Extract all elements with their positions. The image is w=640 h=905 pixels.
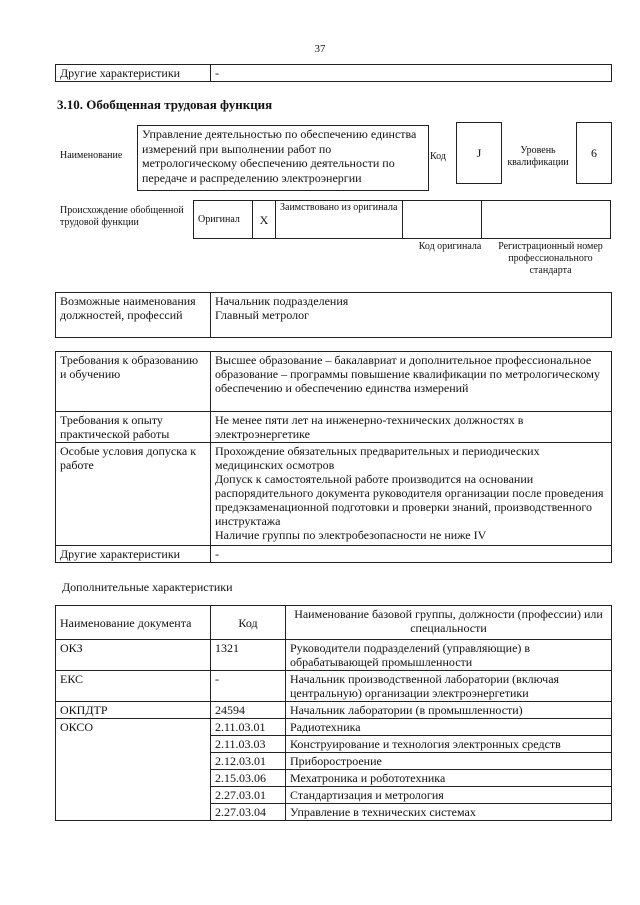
reg-number-cell	[482, 201, 611, 239]
function-name-value: Управление деятельностью по обеспечению единства измерений при выполнении работ по метрологическому обеспечению деятельности по передаче и распределению электроэнергии	[137, 125, 429, 191]
okso-doc: ОКСО	[56, 719, 211, 821]
okso-code: 2.15.03.06	[211, 770, 286, 787]
additional-title: Дополнительные характеристики	[62, 580, 233, 594]
requirements-table	[55, 351, 612, 563]
positions-values	[211, 293, 612, 338]
req-other-label: Другие характеристики	[56, 546, 211, 563]
table-row-name: Начальник лаборатории (в промышленности)	[286, 702, 612, 719]
original-mark: X	[253, 201, 276, 239]
position-item: Главный метролог	[215, 308, 309, 322]
admission-line: Наличие группы по электробезопасности не ниже IV	[215, 528, 487, 542]
table-row-code: -	[211, 671, 286, 702]
code-original-cell	[403, 201, 482, 239]
origin-label: Происхождение обобщенной трудовой функции	[60, 205, 184, 228]
origin-table	[193, 200, 611, 239]
section-title: 3.10. Обобщенная трудовая функция	[57, 97, 273, 112]
table-row-doc: ОКПДТР	[56, 702, 211, 719]
qualification-level: 6	[576, 122, 612, 184]
education-value: Высшее образование – бакалавриат и дополнительное профессиональное образование – программы повышение квалификации по метрологическому обеспечению и обеспечению единства измерений	[211, 352, 612, 412]
okso-name: Приборостроение	[286, 753, 612, 770]
okso-code: 2.11.03.03	[211, 736, 286, 753]
admission-line: Допуск к самостоятельной работе производится на основании распорядительного документа руководителя организации после проведения предэкзаменационной подготовки и проверки знаний, производственного инструктажа	[215, 472, 604, 528]
prev-other-characteristics-table	[55, 64, 612, 82]
okso-code: 2.27.03.04	[211, 804, 286, 821]
header-code: Код	[211, 606, 286, 640]
header-doc: Наименование документа	[56, 606, 211, 640]
level-label: Уровень квалификации	[507, 145, 569, 168]
function-name-label: Наименование	[60, 150, 123, 161]
table-row-code: 24594	[211, 702, 286, 719]
okso-code: 2.12.03.01	[211, 753, 286, 770]
position-item: Начальник подразделения	[215, 294, 349, 308]
table-row-doc: ЕКС	[56, 671, 211, 702]
admission-label: Особые условия допуска к работе	[56, 443, 211, 546]
additional-table	[55, 605, 612, 821]
positions-table	[55, 292, 612, 338]
okso-code: 2.27.03.01	[211, 787, 286, 804]
experience-label: Требования к опыту практической работы	[56, 412, 211, 443]
code-label: Код	[430, 151, 446, 162]
okso-name: Стандартизация и метрология	[286, 787, 612, 804]
experience-value: Не менее пяти лет на инженерно-технических должностях в электроэнергетике	[211, 412, 612, 443]
table-row-name: Руководители подразделений (управляющие) в обрабатывающей промышленности	[286, 640, 612, 671]
table-row-name: Начальник производственной лаборатории (включая центральную) организации электроэнергетики	[286, 671, 612, 702]
education-label: Требования к образованию и обучению	[56, 352, 211, 412]
positions-label: Возможные наименования должностей, профессий	[56, 293, 211, 338]
req-other-value: -	[211, 546, 612, 563]
header-name: Наименование базовой группы, должности (профессии) или специальности	[286, 606, 612, 640]
okso-name: Радиотехника	[286, 719, 612, 736]
code-original-caption: Код оригинала	[418, 241, 482, 252]
table-row-doc: ОКЗ	[56, 640, 211, 671]
okso-code: 2.11.03.01	[211, 719, 286, 736]
okso-name: Конструирование и технология электронных средств	[286, 736, 612, 753]
borrowed-label: Заимствовано из оригинала	[276, 201, 403, 239]
admission-line: Прохождение обязательных предварительных и периодических медицинских осмотров	[215, 444, 540, 472]
function-code: J	[456, 122, 502, 184]
original-label: Оригинал	[194, 201, 253, 239]
okso-name: Мехатроника и робототехника	[286, 770, 612, 787]
table-row-code: 1321	[211, 640, 286, 671]
admission-value	[211, 443, 612, 546]
other-characteristics-label: Другие характеристики	[56, 65, 211, 82]
other-characteristics-value: -	[211, 65, 612, 82]
page-number: 37	[314, 43, 326, 55]
reg-number-caption: Регистрационный номер профессионального стандарта	[498, 241, 603, 276]
okso-name: Управление в технических системах	[286, 804, 612, 821]
